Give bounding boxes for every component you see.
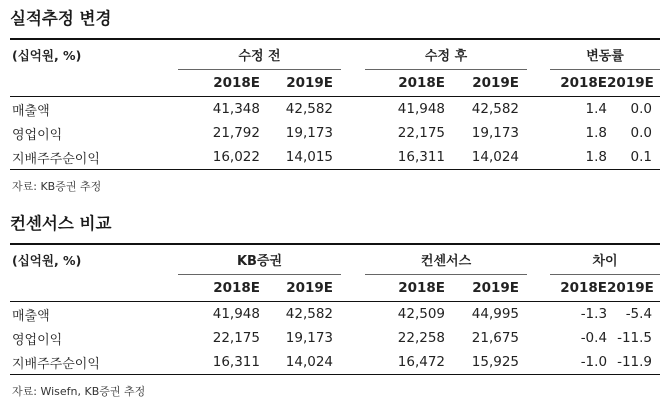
group-header-difference: 차이 bbox=[550, 244, 660, 275]
unit-label: (십억원, %) bbox=[10, 244, 178, 275]
year-header: 2018E bbox=[365, 275, 445, 302]
consensus-comparison-table bbox=[10, 243, 660, 375]
group-header-consensus: 컨센서스 bbox=[365, 244, 527, 275]
table-row bbox=[10, 145, 660, 170]
table-cell: 42,509 bbox=[397, 306, 446, 322]
table-row bbox=[10, 350, 660, 375]
table-cell: 0.1 bbox=[607, 145, 660, 170]
table-cell: 14,015 bbox=[260, 145, 341, 170]
table-cell: 14,024 bbox=[260, 350, 341, 375]
unit-label: (십억원, %) bbox=[10, 39, 178, 70]
year-header: 2019E bbox=[607, 275, 660, 302]
group-header-before: 수정 전 bbox=[178, 39, 341, 70]
table-cell: 16,311 bbox=[178, 350, 260, 375]
table-cell: 19,173 bbox=[285, 125, 334, 141]
year-header: 2018E bbox=[550, 275, 607, 302]
row-label: 매출액 bbox=[12, 308, 50, 324]
table-cell: 16,472 bbox=[365, 350, 445, 375]
table-cell: 41,948 bbox=[397, 101, 446, 117]
table-cell: 22,175 bbox=[397, 125, 446, 141]
table-cell: 42,582 bbox=[471, 101, 520, 117]
table-cell: 19,173 bbox=[285, 330, 334, 346]
group-header-change: 변동률 bbox=[550, 39, 660, 70]
table-row bbox=[10, 121, 660, 145]
table-cell: 14,024 bbox=[445, 145, 527, 170]
year-header-row bbox=[10, 70, 660, 97]
year-header: 2019E bbox=[607, 70, 660, 97]
table-cell: 22,258 bbox=[397, 330, 446, 346]
year-header: 2019E bbox=[260, 275, 341, 302]
year-header: 2019E bbox=[445, 70, 527, 97]
table-cell: 42,582 bbox=[285, 101, 334, 117]
earnings-estimate-section bbox=[10, 0, 660, 194]
group-header-kb: KB증권 bbox=[178, 244, 341, 275]
table-cell: -1.3 bbox=[580, 306, 608, 322]
row-label: 지배주주순이익 bbox=[10, 350, 178, 375]
group-header-row bbox=[10, 244, 660, 275]
table-cell: -5.4 bbox=[625, 306, 653, 322]
table-cell: -11.9 bbox=[607, 350, 660, 375]
group-header-after: 수정 후 bbox=[365, 39, 527, 70]
table-cell: 21,675 bbox=[471, 330, 520, 346]
year-header-row bbox=[10, 275, 660, 302]
table-cell: 16,311 bbox=[365, 145, 445, 170]
table-row bbox=[10, 97, 660, 122]
source-note: 자료: Wisefn, KB증권 추정 bbox=[12, 385, 146, 398]
year-header: 2019E bbox=[260, 70, 341, 97]
table-cell: -11.5 bbox=[617, 330, 653, 346]
table-cell: 0.0 bbox=[630, 125, 653, 141]
consensus-comparison-section bbox=[10, 205, 660, 399]
group-header-row bbox=[10, 39, 660, 70]
table-cell: 22,175 bbox=[212, 330, 260, 346]
table-cell: 21,792 bbox=[212, 125, 260, 141]
table-cell: 16,022 bbox=[178, 145, 260, 170]
table-cell: 42,582 bbox=[285, 306, 334, 322]
section-title: 컨센서스 비교 bbox=[10, 214, 112, 233]
table-cell: 1.8 bbox=[585, 125, 608, 141]
earnings-estimate-table bbox=[10, 38, 660, 170]
row-label: 매출액 bbox=[12, 103, 50, 119]
section-title: 실적추정 변경 bbox=[10, 9, 112, 28]
year-header: 2019E bbox=[445, 275, 527, 302]
table-cell: -1.0 bbox=[550, 350, 607, 375]
year-header: 2018E bbox=[365, 70, 445, 97]
table-cell: 44,995 bbox=[471, 306, 520, 322]
table-row bbox=[10, 326, 660, 350]
source-note: 자료: KB증권 추정 bbox=[12, 180, 102, 193]
row-label: 영업이익 bbox=[12, 127, 63, 143]
year-header: 2018E bbox=[550, 70, 607, 97]
table-row bbox=[10, 302, 660, 327]
table-cell: 1.4 bbox=[585, 101, 608, 117]
row-label: 영업이익 bbox=[12, 332, 63, 348]
table-cell: 19,173 bbox=[471, 125, 520, 141]
year-header: 2018E bbox=[178, 70, 260, 97]
table-cell: 0.0 bbox=[630, 101, 653, 117]
table-cell: -0.4 bbox=[580, 330, 608, 346]
year-header: 2018E bbox=[178, 275, 260, 302]
table-cell: 1.8 bbox=[550, 145, 607, 170]
row-label: 지배주주순이익 bbox=[10, 145, 178, 170]
table-cell: 41,348 bbox=[212, 101, 260, 117]
table-cell: 41,948 bbox=[212, 306, 260, 322]
table-cell: 15,925 bbox=[445, 350, 527, 375]
